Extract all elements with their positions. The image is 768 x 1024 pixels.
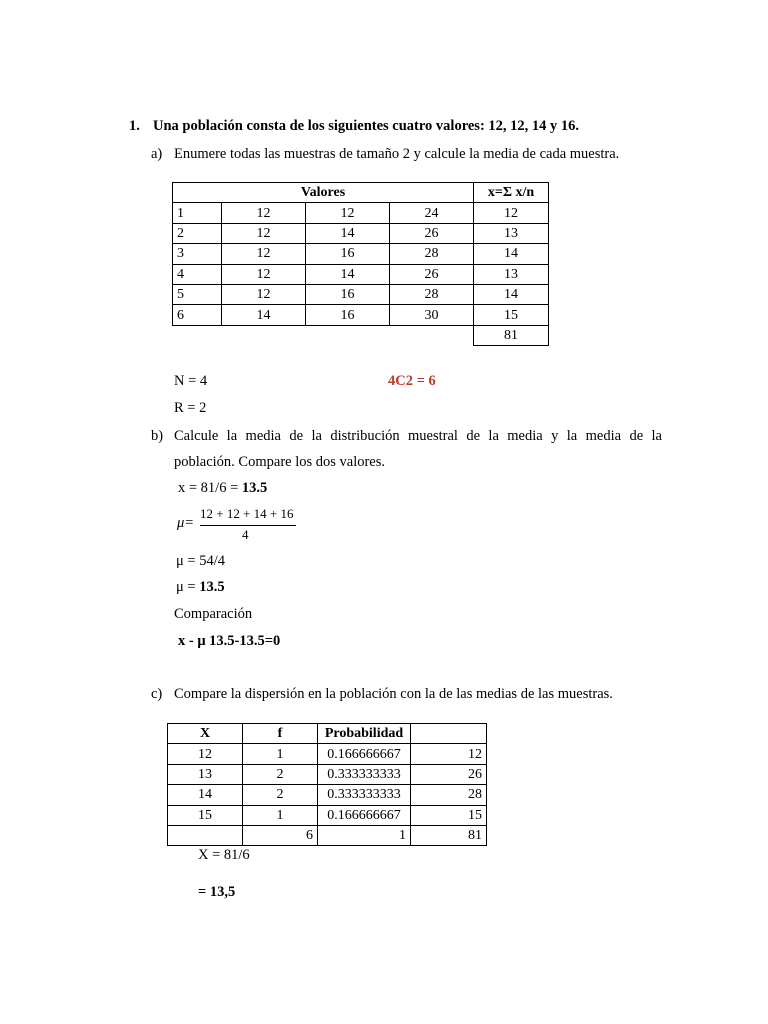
table-cell: 2 [243, 785, 318, 805]
table-total-row [168, 825, 487, 845]
table-total-row [173, 325, 549, 345]
table-row [168, 785, 487, 805]
fraction-bar [200, 525, 296, 526]
table-cell [168, 825, 243, 845]
table-cell: 14 [474, 244, 549, 264]
table-cell: 5 [173, 284, 222, 304]
mu-symbol: μ= [177, 515, 195, 531]
part-c-text: Compare la dispersión en la población con la de las medias de las muestras. [174, 686, 613, 702]
result-line: = 13,5 [198, 884, 236, 900]
table-cell: 13 [168, 764, 243, 784]
part-a-text: Enumere todas las muestras de tamaño 2 y calcule la media de cada muestra. [174, 146, 620, 162]
table-cell: 26 [390, 223, 474, 243]
header-blank [411, 724, 487, 744]
mu-line-3-value: 13.5 [199, 579, 225, 595]
total-probability-cell: 1 [318, 825, 411, 845]
comparison-result: x - μ 13.5-13.5=0 [178, 633, 281, 649]
table-row [173, 305, 549, 325]
header-f: f [243, 724, 318, 744]
table-row [168, 744, 487, 764]
header-probability: Probabilidad [318, 724, 411, 744]
xbar-line [178, 480, 267, 497]
table-cell: 12 [168, 744, 243, 764]
table-row [173, 223, 549, 243]
combination-value: 4C2 = 6 [388, 373, 436, 389]
mu-line-2: μ = 54/4 [176, 553, 225, 569]
table-cell: 12 [222, 223, 306, 243]
table-cell: 1 [243, 744, 318, 764]
table-cell: 0.166666667 [318, 744, 411, 764]
table-cell: 16 [306, 244, 390, 264]
table-cell: 26 [390, 264, 474, 284]
table-row [168, 805, 487, 825]
table-cell: 1 [173, 203, 222, 223]
mu-line-3 [176, 579, 225, 596]
comparison-label: Comparación [174, 606, 253, 622]
n-value: N = 4 [174, 373, 208, 389]
table-cell: 15 [168, 805, 243, 825]
table-cell: 12 [222, 284, 306, 304]
table-cell: 26 [411, 764, 487, 784]
table-cell: 12 [222, 203, 306, 223]
part-b-text-line2: población. Compare los dos valores. [174, 454, 386, 470]
table-cell: 14 [168, 785, 243, 805]
table-cell: 2 [243, 764, 318, 784]
mu-line-3-prefix: μ = [176, 579, 200, 595]
table-cell: 14 [474, 284, 549, 304]
total-f-cell: 6 [243, 825, 318, 845]
table-cell: 28 [390, 244, 474, 264]
part-b-text-line1: Calcule la media de la distribución muestral de la media y la media de la [174, 428, 662, 444]
question-title: Una población consta de los siguientes cuatro valores: 12, 12, 14 y 16. [153, 118, 580, 134]
total-mean-cell: 81 [474, 325, 549, 345]
table-cell: 14 [222, 305, 306, 325]
table-cell: 30 [390, 305, 474, 325]
table-header-row [168, 724, 487, 744]
table-row [173, 244, 549, 264]
table-row [173, 264, 549, 284]
table-cell: 14 [306, 223, 390, 243]
table-cell: 28 [390, 284, 474, 304]
table-cell: 6 [173, 305, 222, 325]
table-row [168, 764, 487, 784]
mu-denominator: 4 [242, 527, 249, 542]
table-cell: 2 [173, 223, 222, 243]
table-cell: 0.333333333 [318, 785, 411, 805]
question-number: 1. [129, 118, 140, 134]
part-b-label: b) [151, 428, 164, 444]
table-cell: 16 [306, 284, 390, 304]
table-cell: 13 [474, 264, 549, 284]
samples-table [172, 182, 549, 346]
mu-fraction [200, 506, 296, 542]
xbar-prefix: x = 81/6 = [178, 480, 242, 496]
table-cell: 12 [474, 203, 549, 223]
table-cell: 3 [173, 244, 222, 264]
header-values: Valores [173, 183, 474, 203]
part-c-label: c) [151, 686, 163, 702]
table-cell: 1 [243, 805, 318, 825]
table-cell: 15 [474, 305, 549, 325]
table-cell: 12 [411, 744, 487, 764]
r-value: R = 2 [174, 400, 207, 416]
table-cell: 14 [306, 264, 390, 284]
x-line: X = 81/6 [198, 847, 250, 863]
table-cell: 12 [306, 203, 390, 223]
table-row [173, 203, 549, 223]
part-a-label: a) [151, 146, 163, 162]
table-cell: 0.333333333 [318, 764, 411, 784]
table-cell: 12 [222, 244, 306, 264]
mu-numerator: 12 + 12 + 14 + 16 [200, 506, 294, 521]
probability-table [167, 723, 487, 846]
header-x: X [168, 724, 243, 744]
table-cell: 13 [474, 223, 549, 243]
table-row [173, 284, 549, 304]
table-cell: 24 [390, 203, 474, 223]
table-cell: 4 [173, 264, 222, 284]
header-mean: x=Σ x/n [474, 183, 549, 203]
total-sum-cell: 81 [411, 825, 487, 845]
table-cell: 28 [411, 785, 487, 805]
table-header-row [173, 183, 549, 203]
table-cell: 15 [411, 805, 487, 825]
xbar-value: 13.5 [241, 480, 268, 496]
table-cell: 0.166666667 [318, 805, 411, 825]
table-cell: 16 [306, 305, 390, 325]
table-cell: 12 [222, 264, 306, 284]
